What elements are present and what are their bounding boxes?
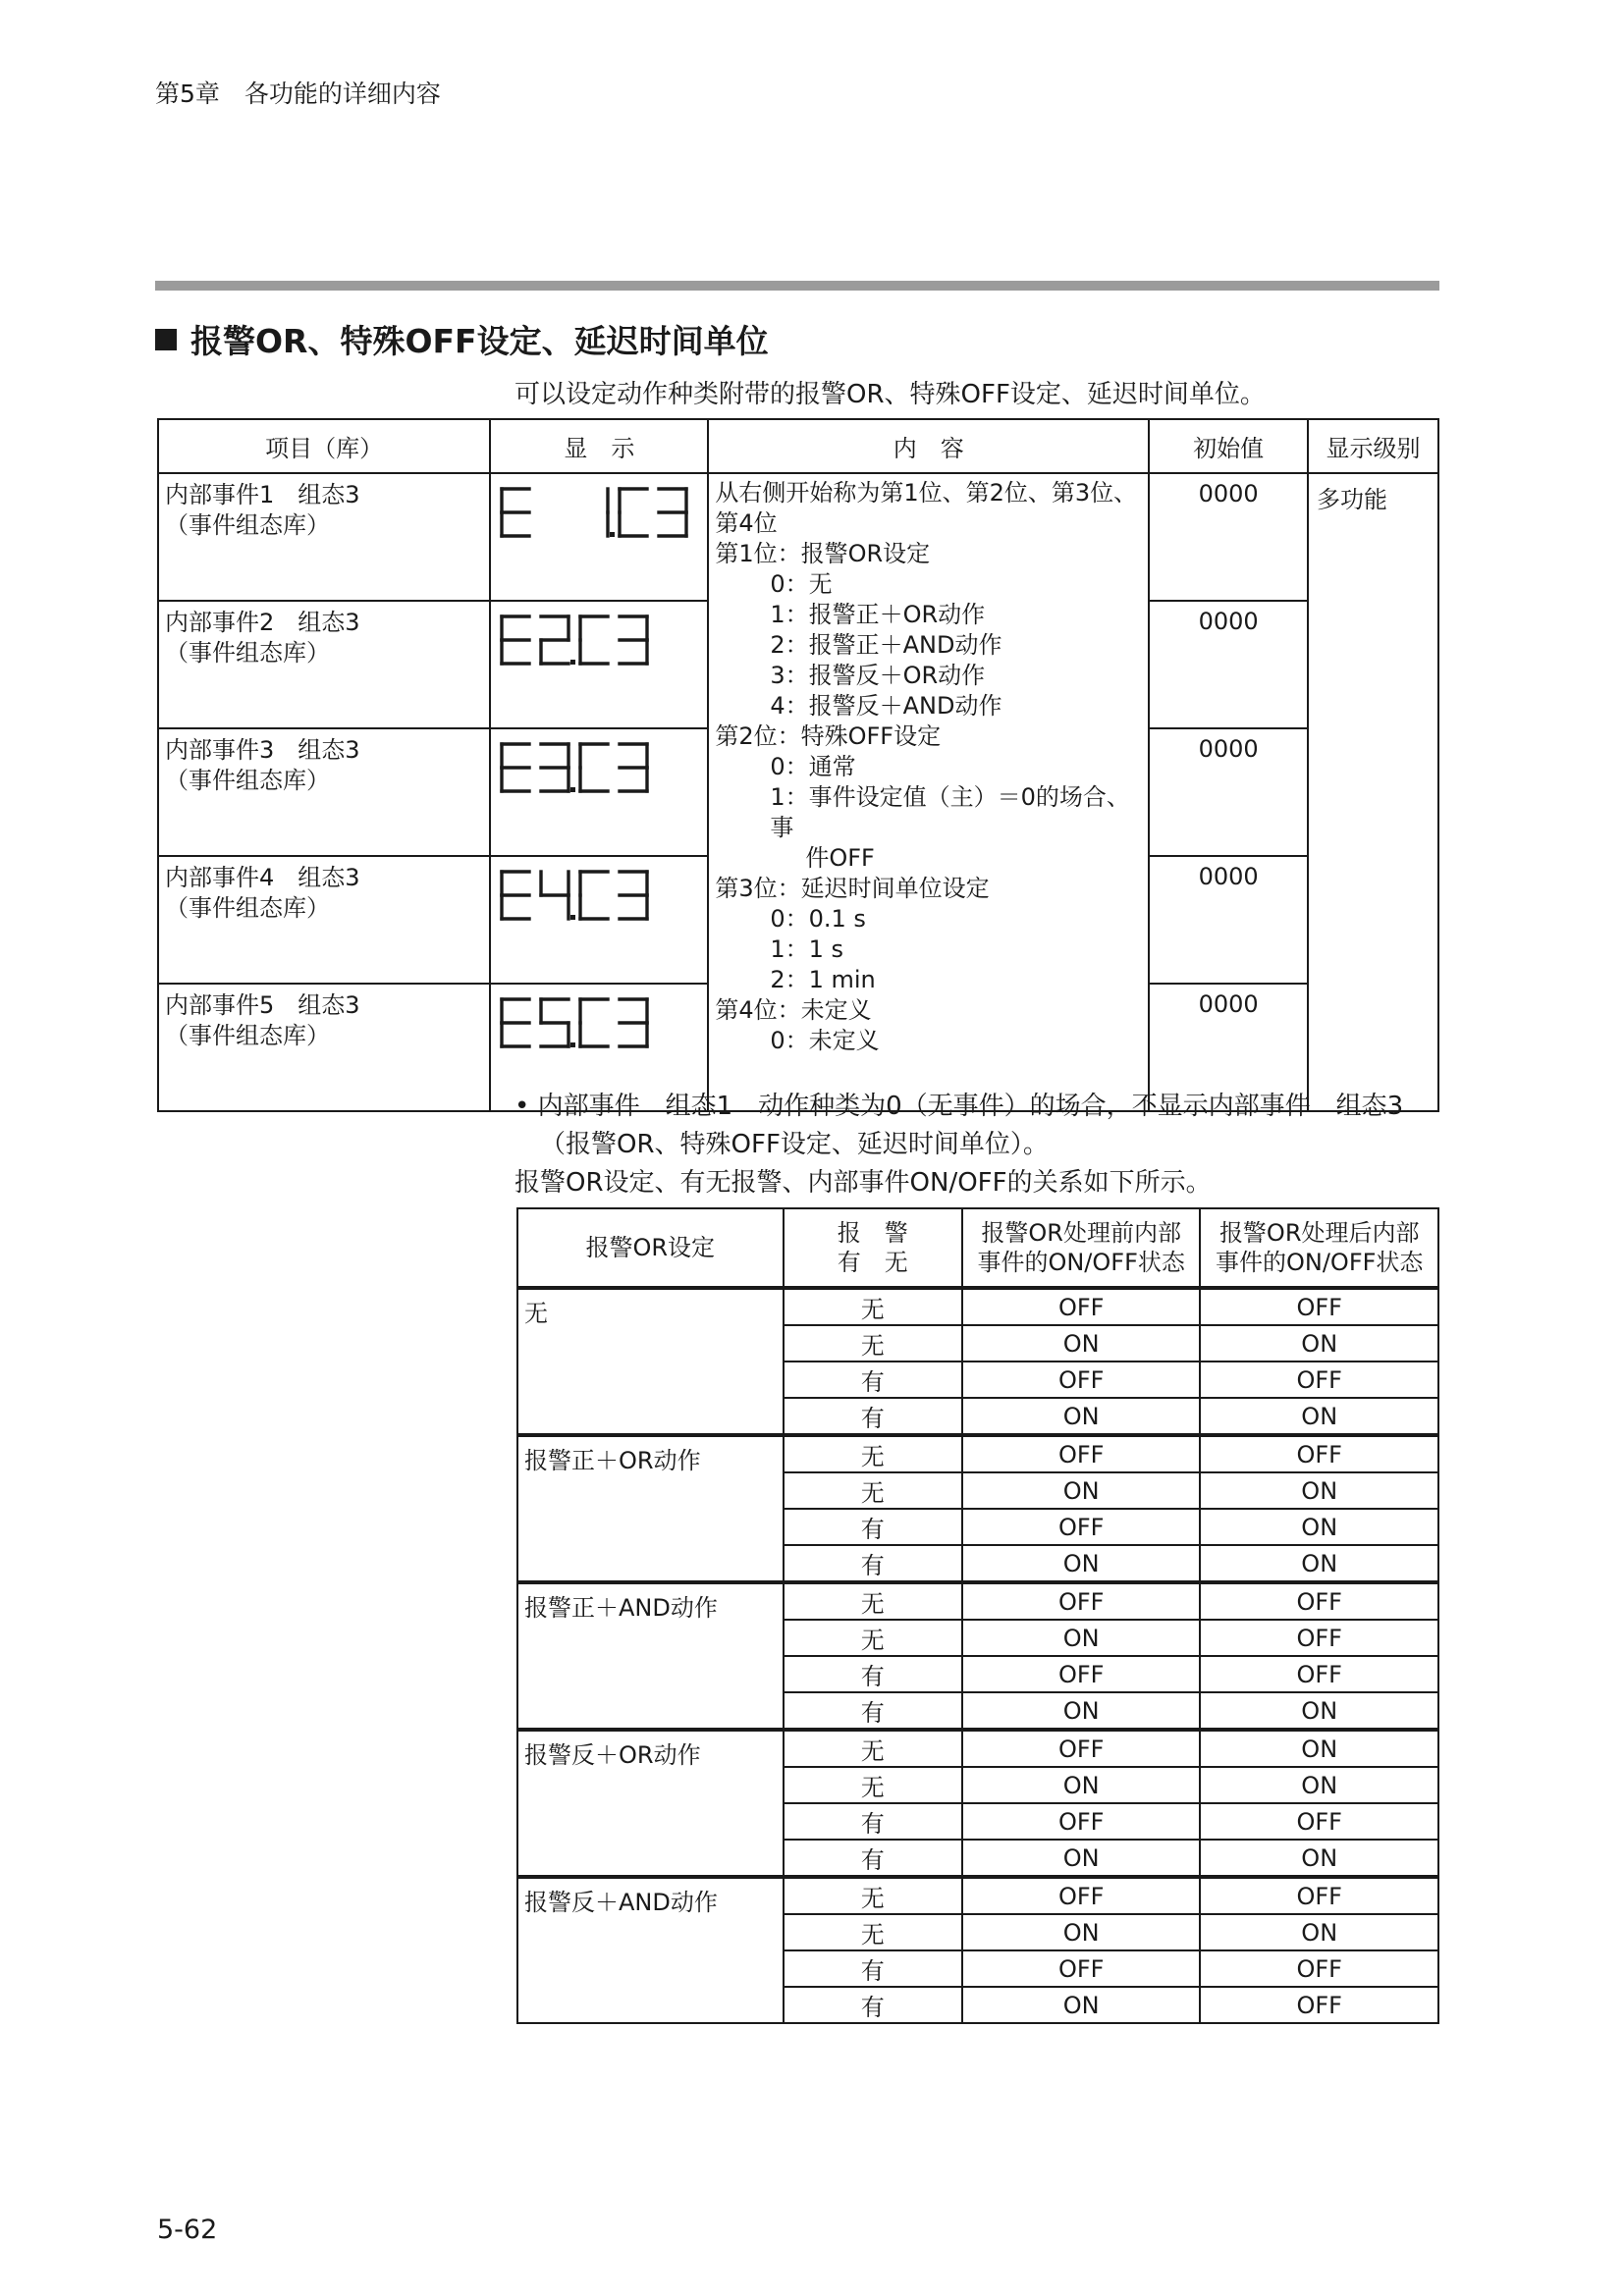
state-after: ON bbox=[1200, 1325, 1438, 1362]
header-display: 显 示 bbox=[490, 419, 708, 473]
relation-row bbox=[517, 1435, 1438, 1472]
state-after: ON bbox=[1200, 1767, 1438, 1803]
header-initial: 初始值 bbox=[1149, 419, 1308, 473]
state-after: ON bbox=[1200, 1398, 1438, 1435]
state-before: ON bbox=[962, 1325, 1201, 1362]
note-bullet: • 内部事件 组态1 动作种类为0（无事件）的场合，不显示内部事件 组态3（报警OR、特殊OFF设定、延迟时间单位）。 bbox=[514, 1092, 1404, 1159]
alarm-presence: 有 bbox=[784, 1398, 962, 1435]
state-after: ON bbox=[1200, 1730, 1438, 1767]
header-before: 报警OR处理前内部 事件的ON/OFF状态 bbox=[962, 1208, 1201, 1288]
alarm-presence: 无 bbox=[784, 1730, 962, 1767]
parameter-item: 内部事件2 组态3 （事件组态库） bbox=[158, 601, 490, 728]
lcd-display-graphic bbox=[499, 741, 660, 794]
alarm-presence: 无 bbox=[784, 1435, 962, 1472]
initial-value: 0000 bbox=[1149, 984, 1308, 1111]
header-level: 显示级别 bbox=[1308, 419, 1438, 473]
initial-value: 0000 bbox=[1149, 856, 1308, 984]
parameter-item: 内部事件3 组态3 （事件组态库） bbox=[158, 728, 490, 856]
alarm-presence: 有 bbox=[784, 1509, 962, 1545]
section-title-text: 报警OR、特殊OFF设定、延迟时间单位 bbox=[190, 322, 769, 360]
parameter-row bbox=[158, 473, 1438, 601]
alarm-presence: 无 bbox=[784, 1472, 962, 1509]
state-before: OFF bbox=[962, 1950, 1201, 1987]
relation-row bbox=[517, 1582, 1438, 1620]
state-before: ON bbox=[962, 1987, 1201, 2023]
state-after: OFF bbox=[1200, 1620, 1438, 1656]
display-level: 多功能 bbox=[1308, 473, 1438, 1111]
square-bullet-icon bbox=[155, 329, 177, 350]
alarm-presence: 有 bbox=[784, 1840, 962, 1877]
state-before: ON bbox=[962, 1840, 1201, 1877]
notes bbox=[514, 1088, 1447, 1202]
state-after: OFF bbox=[1200, 1362, 1438, 1398]
state-after: ON bbox=[1200, 1692, 1438, 1730]
lcd-display bbox=[490, 728, 708, 856]
state-after: ON bbox=[1200, 1472, 1438, 1509]
state-after: ON bbox=[1200, 1545, 1438, 1582]
alarm-presence: 有 bbox=[784, 1545, 962, 1582]
page-number: 5-62 bbox=[157, 2215, 218, 2245]
lcd-display bbox=[490, 601, 708, 728]
section-title bbox=[155, 316, 769, 362]
initial-value: 0000 bbox=[1149, 473, 1308, 601]
lcd-display-graphic bbox=[499, 614, 660, 667]
alarm-presence: 有 bbox=[784, 1656, 962, 1692]
alarm-presence: 无 bbox=[784, 1877, 962, 1914]
state-after: ON bbox=[1200, 1509, 1438, 1545]
lcd-display bbox=[490, 856, 708, 984]
lcd-display bbox=[490, 473, 708, 601]
state-before: OFF bbox=[962, 1803, 1201, 1840]
state-before: OFF bbox=[962, 1435, 1201, 1472]
state-after: OFF bbox=[1200, 1950, 1438, 1987]
relation-row bbox=[517, 1730, 1438, 1767]
state-after: ON bbox=[1200, 1840, 1438, 1877]
relation-table-header bbox=[517, 1208, 1438, 1288]
state-before: ON bbox=[962, 1692, 1201, 1730]
alarm-or-setting: 报警反＋AND动作 bbox=[517, 1877, 784, 2023]
state-after: OFF bbox=[1200, 1877, 1438, 1914]
header-setting: 报警OR设定 bbox=[517, 1208, 784, 1288]
state-before: OFF bbox=[962, 1362, 1201, 1398]
parameter-content: 从右侧开始称为第1位、第2位、第3位、 第4位 第1位：报警OR设定 0：无 1：报警正＋OR动作 2：报警正＋AND动作 3：报警反＋OR动作 4：报警反＋AND动作 第2位：特殊OFF设定 0：通常 1：事件设定值（主）＝0的场合、事 件OFF 第3位：延迟时间单位设定 0：0.1 s 1：1 s 2：1 min 第4位：未定义 0：未定义 bbox=[708, 473, 1149, 1111]
lcd-display-graphic bbox=[499, 996, 660, 1049]
state-before: OFF bbox=[962, 1288, 1201, 1325]
alarm-presence: 无 bbox=[784, 1582, 962, 1620]
state-after: OFF bbox=[1200, 1656, 1438, 1692]
section-intro: 可以设定动作种类附带的报警OR、特殊OFF设定、延迟时间单位。 bbox=[514, 380, 1266, 409]
alarm-presence: 无 bbox=[784, 1620, 962, 1656]
state-before: ON bbox=[962, 1398, 1201, 1435]
relation-intro: 报警OR设定、有无报警、内部事件ON/OFF的关系如下所示。 bbox=[514, 1168, 1212, 1198]
alarm-presence: 无 bbox=[784, 1767, 962, 1803]
alarm-presence: 无 bbox=[784, 1914, 962, 1950]
state-before: ON bbox=[962, 1914, 1201, 1950]
state-before: OFF bbox=[962, 1656, 1201, 1692]
alarm-presence: 有 bbox=[784, 1362, 962, 1398]
alarm-presence: 有 bbox=[784, 1803, 962, 1840]
alarm-or-setting: 报警正＋AND动作 bbox=[517, 1582, 784, 1730]
relation-table bbox=[516, 1207, 1439, 2024]
parameter-item: 内部事件5 组态3 （事件组态库） bbox=[158, 984, 490, 1111]
alarm-presence: 有 bbox=[784, 1692, 962, 1730]
header-after: 报警OR处理后内部 事件的ON/OFF状态 bbox=[1200, 1208, 1438, 1288]
initial-value: 0000 bbox=[1149, 728, 1308, 856]
state-before: ON bbox=[962, 1620, 1201, 1656]
state-before: OFF bbox=[962, 1730, 1201, 1767]
header-alarm: 报 警 有 无 bbox=[784, 1208, 962, 1288]
state-after: OFF bbox=[1200, 1288, 1438, 1325]
lcd-display-graphic bbox=[499, 486, 699, 539]
state-after: OFF bbox=[1200, 1435, 1438, 1472]
parameter-item: 内部事件1 组态3 （事件组态库） bbox=[158, 473, 490, 601]
state-after: OFF bbox=[1200, 1803, 1438, 1840]
state-before: OFF bbox=[962, 1877, 1201, 1914]
header-item: 项目（库） bbox=[158, 419, 490, 473]
alarm-presence: 有 bbox=[784, 1987, 962, 2023]
alarm-presence: 有 bbox=[784, 1950, 962, 1987]
state-before: ON bbox=[962, 1767, 1201, 1803]
alarm-presence: 无 bbox=[784, 1325, 962, 1362]
top-rule bbox=[155, 281, 1439, 291]
lcd-display-graphic bbox=[499, 869, 660, 922]
header-content: 内 容 bbox=[708, 419, 1149, 473]
state-after: OFF bbox=[1200, 1987, 1438, 2023]
parameter-table-header bbox=[158, 419, 1438, 473]
state-after: ON bbox=[1200, 1914, 1438, 1950]
alarm-or-setting: 报警正＋OR动作 bbox=[517, 1435, 784, 1582]
alarm-or-setting: 报警反＋OR动作 bbox=[517, 1730, 784, 1877]
relation-row bbox=[517, 1877, 1438, 1914]
relation-row bbox=[517, 1288, 1438, 1325]
state-after: OFF bbox=[1200, 1582, 1438, 1620]
state-before: ON bbox=[962, 1472, 1201, 1509]
state-before: OFF bbox=[962, 1509, 1201, 1545]
chapter-header: 第5章 各功能的详细内容 bbox=[155, 80, 441, 108]
alarm-presence: 无 bbox=[784, 1288, 962, 1325]
state-before: OFF bbox=[962, 1582, 1201, 1620]
parameter-item: 内部事件4 组态3 （事件组态库） bbox=[158, 856, 490, 984]
initial-value: 0000 bbox=[1149, 601, 1308, 728]
alarm-or-setting: 无 bbox=[517, 1288, 784, 1435]
state-before: ON bbox=[962, 1545, 1201, 1582]
parameter-table bbox=[157, 418, 1439, 1112]
